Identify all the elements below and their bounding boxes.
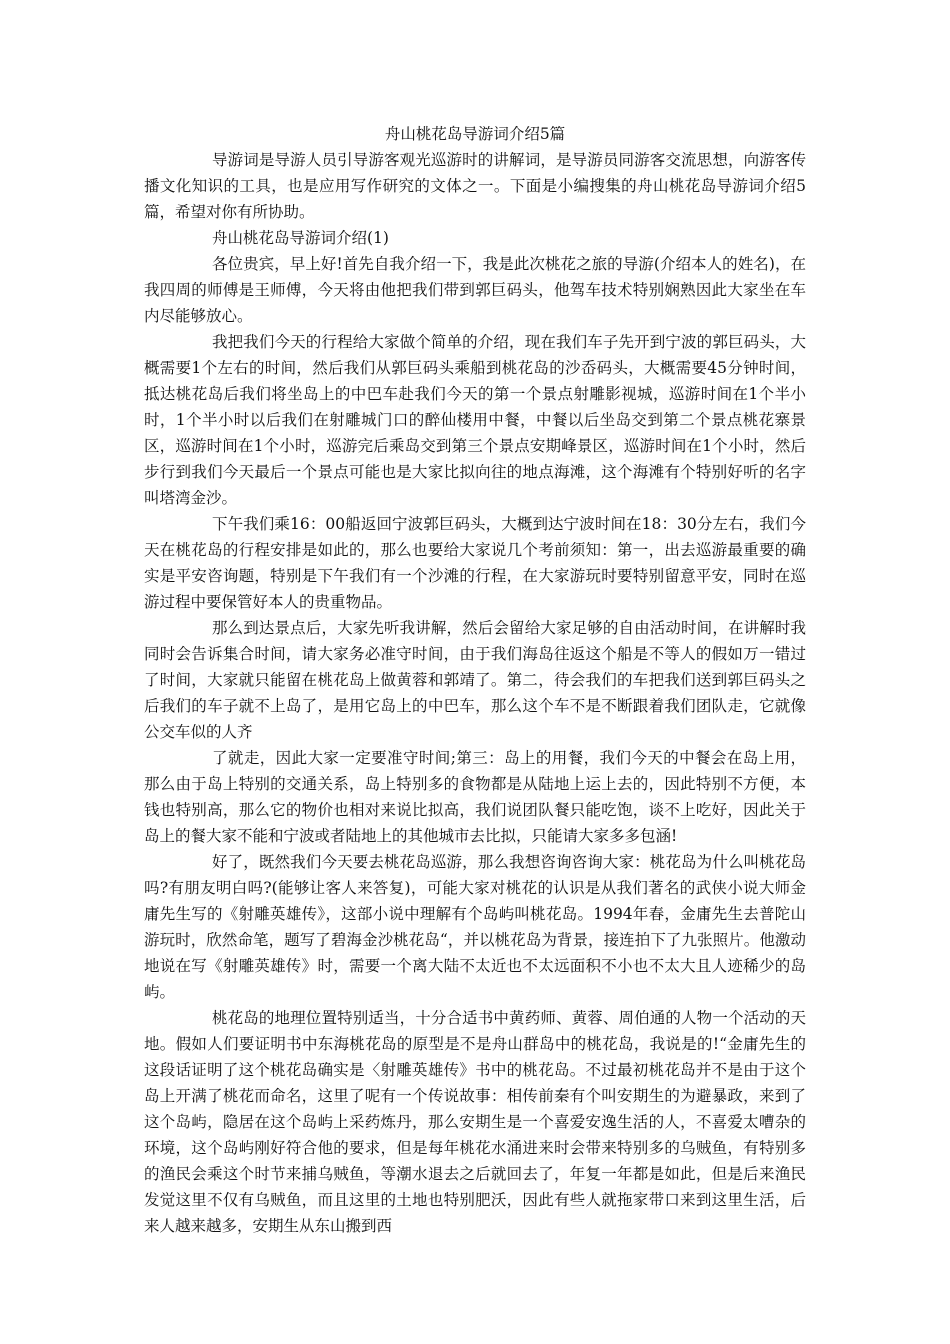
section-title: 舟山桃花岛导游词介绍(1)	[212, 229, 389, 247]
body-paragraph: 各位贵宾，早上好!首先自我介绍一下，我是此次桃花之旅的导游(介绍本人的姓名)，在我四周的师傅是王师傅，今天将由他把我们带到郭巨码头，他驾车技术特别娴熟因此大家坐在车内尽能够放心。	[144, 255, 806, 325]
body-paragraph: 了就走，因此大家一定要准守时间;第三：岛上的用餐，我们今天的中餐会在岛上用，那么由于岛上特别的交通关系，岛上特别多的食物都是从陆地上运上去的，因此特别不方便，本钱也特别高，那么它的物价也相对来说比拟高，我们说团队餐只能吃饱，谈不上吃好，因此关于岛上的餐大家不能和宁波或者陆地上的其他城市去比拟，只能请大家多多包涵!	[144, 749, 806, 845]
document-page	[144, 121, 806, 1239]
body-paragraph: 好了，既然我们今天要去桃花岛巡游，那么我想咨询咨询大家：桃花岛为什么叫桃花岛吗?有朋友明白吗?(能够让客人来答复)，可能大家对桃花的认识是从我们著名的武侠小说大师金庸先生写的《射雕英雄传》，这部小说中理解有个岛屿叫桃花岛。1994年春，金庸先生去普陀山游玩时，欣然命笔，题写了碧海金沙桃花岛“，并以桃花岛为背景，接连拍下了九张照片。他激动地说在写《射雕英雄传》时，需要一个离大陆不太近也不太远面积不小也不太大且人迹稀少的岛屿。	[144, 853, 806, 1001]
intro-paragraph: 导游词是导游人员引导游客观光巡游时的讲解词，是导游员同游客交流思想，向游客传播文化知识的工具，也是应用写作研究的文体之一。下面是小编搜集的舟山桃花岛导游词介绍5篇，希望对你有所协助。	[144, 151, 806, 221]
body-paragraph: 下午我们乘16：00船返回宁波郭巨码头，大概到达宁波时间在18：30分左右，我们今天在桃花岛的行程安排是如此的，那么也要给大家说几个考前须知：第一，出去巡游最重要的确实是平安咨询题，特别是下午我们有一个沙滩的行程，在大家游玩时要特别留意平安，同时在巡游过程中要保管好本人的贵重物品。	[144, 515, 806, 611]
body-paragraph: 桃花岛的地理位置特别适当，十分合适书中黄药师、黄蓉、周伯通的人物一个活动的天地。假如人们要证明书中东海桃花岛的原型是不是舟山群岛中的桃花岛，我说是的!“金庸先生的这段话证明了这个桃花岛确实是〈射雕英雄传》书中的桃花岛。不过最初桃花岛并不是由于这个岛上开满了桃花而命名，这里了呢有一个传说故事：相传前秦有个叫安期生的为避暴政，来到了这个岛屿，隐居在这个岛屿上采药炼丹，那么安期生是一个喜爱安逸生活的人，不喜爱太嘈杂的环境，这个岛屿刚好符合他的要求，但是每年桃花水涌进来时会带来特别多的乌贼鱼，有特别多的渔民会乘这个时节来捕乌贼鱼，等潮水退去之后就回去了，年复一年都是如此，但是后来渔民发觉这里不仅有乌贼鱼，而且这里的土地也特别肥沃，因此有些人就拖家带口来到这里生活，后来人越来越多，安期生从东山搬到西	[144, 1009, 806, 1235]
document-title: 舟山桃花岛导游词介绍5篇	[384, 125, 566, 143]
body-paragraph: 我把我们今天的行程给大家做个简单的介绍，现在我们车子先开到宁波的郭巨码头，大概需要1个左右的时间，然后我们从郭巨码头乘船到桃花岛的沙岙码头，大概需要45分钟时间，抵达桃花岛后我们将坐岛上的中巴车赴我们今天的第一个景点射雕影视城，巡游时间在1个半小时，1个半小时以后我们在射雕城门口的醉仙楼用中餐，中餐以后坐岛交到第二个景点桃花寨景区，巡游时间在1个小时，巡游完后乘岛交到第三个景点安期峰景区，巡游时间在1个小时，然后步行到我们今天最后一个景点可能也是大家比拟向往的地点海滩，这个海滩有个特别好听的名字叫塔湾金沙。	[144, 333, 806, 507]
body-paragraph: 那么到达景点后，大家先听我讲解，然后会留给大家足够的自由活动时间，在讲解时我同时会告诉集合时间，请大家务必准守时间，由于我们海岛往返这个船是不等人的假如万一错过了时间，大家就只能留在桃花岛上做黄蓉和郭靖了。第二，待会我们的车把我们送到郭巨码头之后我们的车子就不上岛了，是用它岛上的中巴车，那么这个车不是不断跟着我们团队走，它就像公交车似的人齐	[144, 619, 806, 741]
